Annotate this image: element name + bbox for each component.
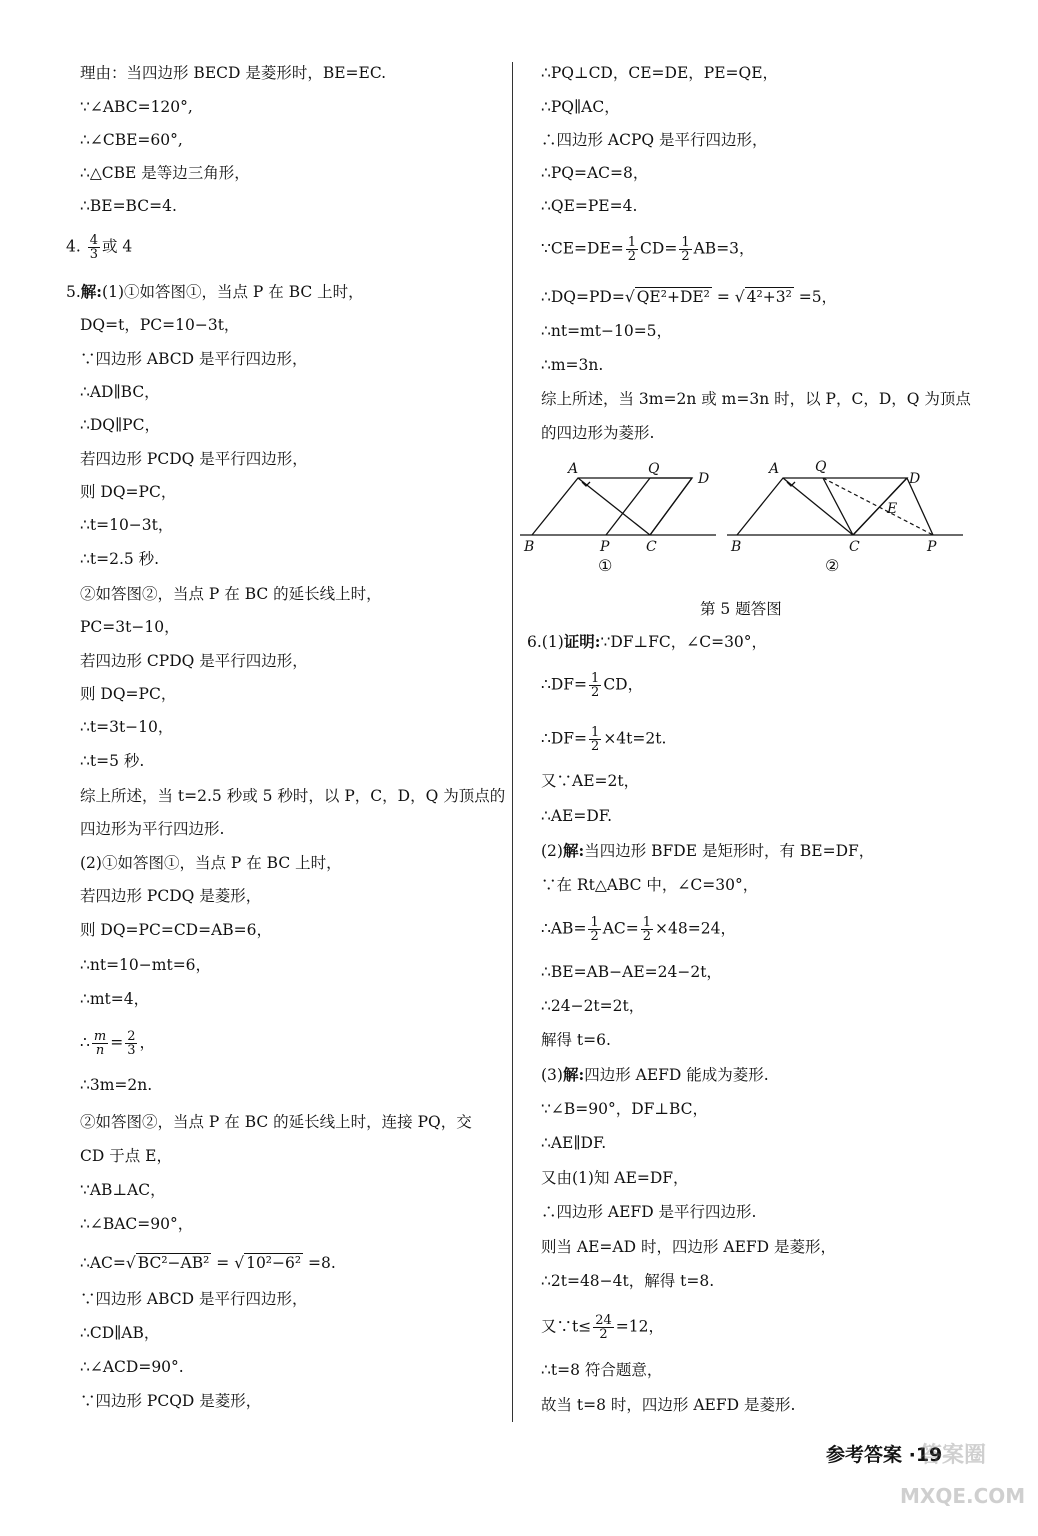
text-line: ∴PQ∥AC， bbox=[541, 98, 620, 116]
watermark-url: MXQE.COM bbox=[900, 1484, 1026, 1508]
text-line: ∵∠ABC=120°, bbox=[80, 98, 193, 116]
fraction: $\frac{1}{2}$ bbox=[681, 235, 690, 264]
label-c: C bbox=[849, 539, 860, 555]
figure-1 bbox=[520, 455, 725, 575]
label-e: E bbox=[887, 501, 898, 517]
text-line: 解得 t=6. bbox=[541, 1031, 611, 1049]
label-d: D bbox=[698, 471, 710, 487]
text-line: 若四边形 PCDQ 是菱形， bbox=[80, 887, 262, 905]
label-c: C bbox=[646, 539, 657, 555]
text-line: ∴∠ACD=90°. bbox=[80, 1358, 184, 1376]
text-line: 故当 t=8 时，四边形 AEFD 是菱形. bbox=[541, 1396, 796, 1414]
text-line: DQ=t，PC=10−3t， bbox=[80, 316, 240, 334]
text-line: ∴QE=PE=4. bbox=[541, 197, 638, 215]
text-line: ∴AD∥BC， bbox=[80, 383, 160, 401]
text-line: ∴t=3t−10， bbox=[80, 718, 174, 736]
column-divider bbox=[512, 62, 513, 1422]
text-line: ②如答图②，当点 P 在 BC 的延长线上时，连接 PQ，交 bbox=[80, 1113, 472, 1131]
text-line: 又∵AE=2t， bbox=[541, 772, 640, 790]
text-line: ∴PQ=AC=8， bbox=[541, 164, 649, 182]
figure-caption: 第 5 题答图 bbox=[700, 600, 782, 618]
figure-1-label: ① bbox=[598, 556, 613, 575]
text-line: ∴AE∥DF. bbox=[541, 1134, 607, 1152]
label-p: P bbox=[927, 539, 937, 555]
text-line: ∴nt=10−mt=6， bbox=[80, 956, 212, 974]
fraction: $\frac{1}{2}$ bbox=[590, 915, 599, 944]
problem-5-start: 5.解:(1)①如答图①，当点 P 在 BC 上时， bbox=[66, 282, 364, 301]
text-line: ②如答图②，当点 P 在 BC 的延长线上时， bbox=[80, 585, 382, 603]
text-line: ∵四边形 PCQD 是菱形， bbox=[80, 1392, 262, 1410]
label-b: B bbox=[731, 539, 742, 555]
text-line: ∴DQ∥PC， bbox=[80, 416, 160, 434]
text-line: 则 DQ=PC=CD=AB=6， bbox=[80, 921, 273, 939]
text-line: CD 于点 E， bbox=[80, 1147, 172, 1165]
text-line: 若四边形 CPDQ 是平行四边形， bbox=[80, 652, 308, 670]
watermark-text: 答案圈 bbox=[920, 1443, 987, 1468]
ratio-line: ∴ $\frac{m}{n}$ = $\frac{2}{3}$ ， bbox=[80, 1029, 155, 1058]
segment-cd bbox=[650, 478, 692, 535]
part-3-start: (3)解:四边形 AEFD 能成为菱形. bbox=[541, 1065, 769, 1084]
text-line: 则 DQ=PC， bbox=[80, 483, 177, 501]
label-a: A bbox=[568, 461, 579, 477]
text-line: ∴3m=2n. bbox=[80, 1076, 153, 1094]
text-line: 四边形为平行四边形. bbox=[80, 820, 225, 838]
text-line: ∵在 Rt△ABC 中，∠C=30°， bbox=[541, 876, 759, 894]
label-d: D bbox=[909, 471, 921, 487]
problem-6-start: 6.(1)证明:∵DF⊥FC，∠C=30°， bbox=[527, 632, 768, 651]
text-line: 综上所述，当 t=2.5 秒或 5 秒时，以 P，C，D，Q 为顶点的 bbox=[80, 787, 506, 805]
fraction-line: ∴DF= $\frac{1}{2}$ CD， bbox=[541, 671, 644, 700]
page-footer: 参考答案 ·19 bbox=[826, 1444, 943, 1466]
label-q: Q bbox=[815, 459, 827, 475]
text-line: ∴24−2t=2t， bbox=[541, 997, 645, 1015]
fraction-line: ∵CE=DE= $\frac{1}{2}$ CD= $\frac{1}{2}$ AB=3， bbox=[541, 235, 755, 264]
text-line: 综上所述，当 3m=2n 或 m=3n 时，以 P，C，D，Q 为顶点 bbox=[541, 390, 971, 408]
text-line: ∴△CBE 是等边三角形， bbox=[80, 164, 250, 182]
text-line: 则当 AE=AD 时，四边形 AEFD 是菱形， bbox=[541, 1238, 837, 1256]
fraction: $\frac{2}{3}$ bbox=[127, 1029, 136, 1058]
text-line: ∴nt=mt−10=5， bbox=[541, 322, 673, 340]
fraction: $\frac{24}{2}$ bbox=[595, 1313, 612, 1342]
fraction-line: ∴AB= $\frac{1}{2}$ AC= $\frac{1}{2}$ ×48=24， bbox=[541, 915, 736, 944]
text-line: 又由(1)知 AE=DF， bbox=[541, 1169, 689, 1187]
text-line: ∴∠BAC=90°， bbox=[80, 1215, 194, 1233]
text-line: ∴四边形 AEFD 是平行四边形. bbox=[541, 1203, 757, 1221]
text-line: ∵四边形 ABCD 是平行四边形， bbox=[80, 1290, 308, 1308]
text-line: 若四边形 PCDQ 是平行四边形， bbox=[80, 450, 308, 468]
fraction: $\frac{1}{2}$ bbox=[627, 235, 637, 264]
segment-ac bbox=[578, 478, 650, 535]
fraction: $\frac{1}{2}$ bbox=[591, 725, 600, 754]
text-line: ∴t=10−3t， bbox=[80, 516, 174, 534]
label-b: B bbox=[524, 539, 535, 555]
text-line: ∴BE=BC=4. bbox=[80, 197, 177, 215]
text-line: 的四边形为菱形. bbox=[541, 424, 655, 442]
text-line: 则 DQ=PC， bbox=[80, 685, 177, 703]
fraction: $\frac{1}{2}$ bbox=[591, 671, 600, 700]
text-line: ∴∠CBE=60°, bbox=[80, 131, 183, 149]
text-line: ∴四边形 ACPQ 是平行四边形， bbox=[541, 131, 768, 149]
segment-ac bbox=[783, 478, 853, 535]
part-2-start: (2)解:当四边形 BFDE 是矩形时，有 BE=DF， bbox=[541, 841, 875, 860]
text-line: ∴2t=48−4t，解得 t=8. bbox=[541, 1272, 715, 1290]
fraction-line: 又∵t≤ $\frac{24}{2}$ =12， bbox=[541, 1313, 664, 1342]
watermark-logo bbox=[880, 1430, 1030, 1530]
label-p: P bbox=[600, 539, 610, 555]
text-line: ∴t=5 秒. bbox=[80, 752, 145, 770]
text-line: ∴CD∥AB， bbox=[80, 1324, 160, 1342]
text-line: ∴AE=DF. bbox=[541, 807, 613, 825]
label-a: A bbox=[769, 461, 780, 477]
figure-2 bbox=[727, 455, 967, 575]
segment-qc bbox=[823, 478, 853, 535]
text-line: ∵AB⊥AC， bbox=[80, 1181, 166, 1199]
text-line: PC=3t−10， bbox=[80, 618, 180, 636]
figure-2-label: ② bbox=[825, 556, 840, 575]
sqrt-line: ∴DQ=PD=√ QE²+DE² = √ 4²+3² =5， bbox=[541, 288, 838, 306]
text-line: ∴m=3n. bbox=[541, 356, 604, 374]
text-line: ∴BE=AB−AE=24−2t， bbox=[541, 963, 722, 981]
fraction-line: ∴DF= $\frac{1}{2}$ ×4t=2t. bbox=[541, 725, 667, 754]
text-line: ∴PQ⊥CD，CE=DE，PE=QE， bbox=[541, 64, 779, 82]
answer-4: 4. $\frac{4}{3}$ 或 4 bbox=[66, 233, 133, 262]
text-line: (2)①如答图①，当点 P 在 BC 上时， bbox=[80, 854, 342, 872]
text-line: ∵∠B=90°，DF⊥BC， bbox=[541, 1100, 708, 1118]
fraction: $\frac{m}{n}$ bbox=[93, 1029, 107, 1058]
label-q: Q bbox=[648, 461, 660, 477]
text-line: ∴t=8 符合题意， bbox=[541, 1361, 663, 1379]
text-line: ∴t=2.5 秒. bbox=[80, 550, 160, 568]
segment-pq bbox=[606, 478, 650, 535]
sqrt-line: ∴AC=√ BC²−AB² = √ 10²−6² =8. bbox=[80, 1254, 336, 1272]
parallelogram-abcd bbox=[737, 478, 907, 535]
fraction: $\frac{1}{2}$ bbox=[642, 915, 652, 944]
text-line: ∵四边形 ABCD 是平行四边形， bbox=[80, 350, 308, 368]
fraction: $\frac{4}{3}$ bbox=[89, 233, 98, 262]
text-line: ∴mt=4， bbox=[80, 990, 150, 1008]
segment-cd bbox=[853, 478, 907, 535]
text-line: 理由：当四边形 BECD 是菱形时，BE=EC. bbox=[80, 64, 387, 82]
